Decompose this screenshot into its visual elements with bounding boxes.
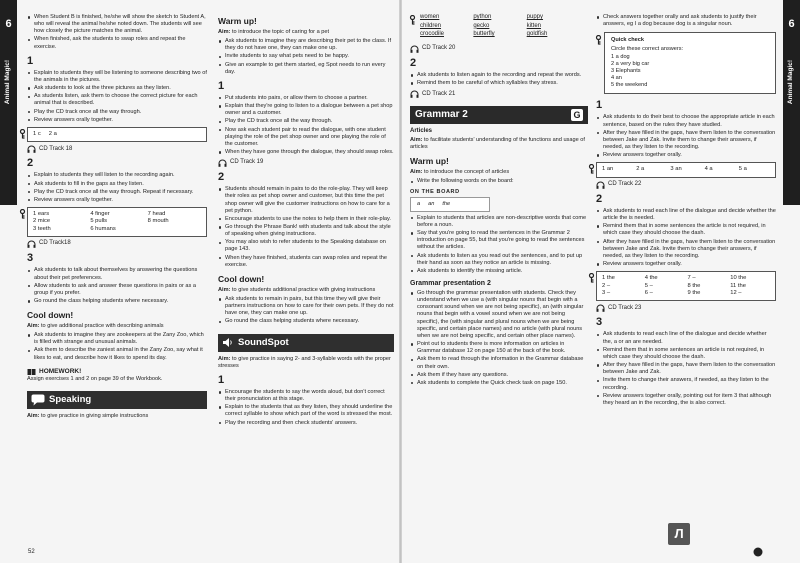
list-item: Ask them if they have any questions. bbox=[410, 372, 588, 379]
board-word: a bbox=[417, 200, 421, 207]
intro-list bbox=[596, 14, 776, 28]
list-item: As students listen, ask them to choose the correct picture for each animal that is described. bbox=[27, 93, 207, 107]
speaking-title: Speaking bbox=[49, 394, 92, 406]
list-item: When they have finished, students can swap roles and repeat the exercise. bbox=[218, 255, 394, 269]
answer-item: 5 – bbox=[644, 282, 653, 289]
warm-up-list bbox=[218, 38, 394, 76]
exercise-number: 3 bbox=[596, 316, 603, 329]
list-item: Review answers together orally, pointing out for item 3 that although they heard an in the recording, the is also correct. bbox=[596, 393, 776, 407]
unit-tab-right bbox=[783, 0, 800, 205]
headphones-icon bbox=[27, 240, 36, 248]
list-item: Ask students to talk about themselves by answering the questions about their pet preferences. bbox=[27, 267, 207, 281]
list-item: Give an example to get them started, eg Spot needs to run every day. bbox=[218, 62, 394, 76]
articles-heading: Articles bbox=[410, 128, 433, 135]
list-item: Invite students to say what pets need to be happy. bbox=[218, 53, 394, 60]
word: gecko bbox=[473, 22, 490, 29]
aim-text bbox=[27, 323, 207, 330]
word: puppy bbox=[526, 14, 544, 20]
aim-body: to give students additional practice with giving instructions bbox=[232, 286, 376, 293]
soundspot-title: SoundSpot bbox=[238, 336, 289, 348]
answer-item: 1 ears bbox=[33, 211, 50, 218]
word: crocodile bbox=[420, 31, 445, 38]
cd-track bbox=[410, 45, 588, 53]
list-item: Ask students to listen as you read out the sentences, and to put up their hand as soon as they notice an article is missing. bbox=[410, 253, 588, 267]
unit-title: Animal Magic! bbox=[787, 60, 794, 105]
column-3 bbox=[410, 14, 588, 390]
section-heading: Warm up! bbox=[218, 16, 257, 26]
exercise-number: 1 bbox=[596, 99, 603, 112]
list-item: Play the CD track once all the way through. bbox=[27, 109, 207, 116]
articles-list bbox=[410, 215, 588, 275]
list-item: Remind them to be careful of which syllables they stress. bbox=[410, 80, 588, 87]
soundspot-list bbox=[218, 389, 394, 427]
key-icon bbox=[588, 273, 595, 283]
exercise-2-list bbox=[596, 208, 776, 268]
list-item: Review answers together orally. bbox=[596, 152, 776, 159]
speech-bubble-icon bbox=[31, 394, 45, 406]
answer-item: 4 finger bbox=[90, 211, 110, 218]
exercise-number: 1 bbox=[218, 79, 225, 92]
list-item: Ask students to identify the missing article. bbox=[410, 268, 588, 275]
exercise-3-list bbox=[596, 331, 776, 407]
list-item: Ask students to read each line of the dialogue and decide whether the, a or an are needed. bbox=[596, 331, 776, 345]
grammar-presentation-heading: Grammar presentation 2 bbox=[410, 280, 491, 288]
answer-item: 8 mouth bbox=[147, 218, 169, 225]
unit-number: 6 bbox=[788, 18, 795, 30]
quick-check-item: 2 a very big car bbox=[611, 60, 650, 67]
list-item: Play the recording and then check students' answers. bbox=[218, 420, 394, 427]
cd-track bbox=[218, 159, 394, 167]
quick-check-item: 1 a dog bbox=[611, 53, 630, 60]
list-item: Explain to the students that as they listen, they should underline the correct syllable to show which part of the word is stressed the most. bbox=[218, 404, 394, 418]
list-item: Write the following words on the board: bbox=[410, 178, 588, 185]
column-1 bbox=[27, 14, 207, 422]
answer-item: 1 the bbox=[602, 275, 615, 282]
answer-key-box bbox=[27, 207, 207, 237]
quick-check-item: 3 Elephants bbox=[611, 67, 641, 74]
answer-item: 11 the bbox=[730, 282, 746, 289]
word: children bbox=[420, 22, 442, 29]
list-item: After they have filled in the gaps, have them listen to the conversation between Jake and Zak. Invite them to change their answers, if needed, as they listen to the recording. bbox=[596, 239, 776, 260]
cool-down-list bbox=[27, 332, 207, 362]
exercise-2-list bbox=[410, 72, 588, 87]
aim-text bbox=[27, 413, 207, 420]
answer-key-box bbox=[596, 162, 776, 177]
aim-label: Aim: bbox=[27, 323, 40, 330]
list-item: Ask students to complete the Quick check task on page 150. bbox=[410, 380, 588, 387]
list-item: Go through the Phrase Bank! with students and talk about the style of speaking when giving instructions. bbox=[218, 224, 394, 238]
answer-item: 4 a bbox=[704, 166, 713, 173]
exercise-number: 2 bbox=[218, 171, 225, 184]
headphones-icon bbox=[410, 90, 419, 98]
word: butterfly bbox=[473, 31, 495, 38]
list-item: After they have filled in the gaps, have them listen to the conversation between Jake and Zak. Invite them to change their answers, if needed, as they listen to the recording. bbox=[596, 130, 776, 151]
list-item: Point out to students there is more information on articles in Grammar database 12 on page 150 at the back of the book. bbox=[410, 341, 588, 355]
aim-label: Aim: bbox=[218, 286, 231, 293]
list-item: Encourage students to use the notes to help them in their role-play. bbox=[218, 216, 394, 223]
list-item: Allow students to ask and answer these questions in pairs or as a group if you prefer. bbox=[27, 283, 207, 297]
section-heading: Warm up! bbox=[410, 156, 449, 167]
watermark-logo: Л bbox=[668, 523, 690, 545]
answer-item: 9 the bbox=[687, 289, 701, 296]
answer-item: 10 the bbox=[730, 275, 747, 282]
warm-up-list bbox=[410, 178, 588, 185]
list-item: Ask them to read through the information in the Grammar database on their own. bbox=[410, 356, 588, 370]
answer-item: 12 – bbox=[730, 289, 742, 296]
cool-down-list bbox=[218, 296, 394, 326]
quick-check-box bbox=[604, 32, 776, 94]
soundspot-banner bbox=[218, 334, 394, 352]
aim-body: to introduce the concept of articles bbox=[424, 169, 510, 176]
answer-item: 1 an bbox=[602, 166, 614, 173]
list-item: Ask them to describe the zaniest animal in the Zany Zoo, say what it likes to eat, and describe how it likes to spend its day. bbox=[27, 347, 207, 361]
cd-track bbox=[410, 90, 588, 98]
exercise-2-list bbox=[218, 186, 394, 269]
list-item: Go round the class helping students where necessary. bbox=[218, 318, 394, 325]
aim-text bbox=[410, 169, 588, 176]
answer-item: 8 the bbox=[687, 282, 701, 289]
aim-text bbox=[218, 29, 394, 36]
unit-tab-left bbox=[0, 0, 17, 205]
word: kitten bbox=[526, 22, 541, 29]
answer-item: 2 a bbox=[48, 130, 57, 137]
exercise-number: 1 bbox=[218, 373, 225, 386]
homework-label: HOMEWORK! bbox=[39, 367, 82, 375]
track-label: CD Track 18 bbox=[39, 145, 73, 152]
word: goldfish bbox=[526, 31, 548, 38]
answer-item: 6 humans bbox=[90, 225, 116, 232]
list-item: Ask students to fill in the gaps as they listen. bbox=[27, 181, 207, 188]
answer-item: 2 a bbox=[636, 166, 645, 173]
list-item: Explain that they're going to listen to a dialogue between a pet shop owner and a customer. bbox=[218, 103, 394, 117]
answer-item: 7 – bbox=[687, 275, 696, 282]
aim-label: Aim: bbox=[410, 137, 423, 144]
exercise-number: 2 bbox=[596, 192, 603, 205]
unit-title: Animal Magic! bbox=[4, 60, 11, 105]
headphones-icon bbox=[596, 304, 605, 312]
list-item: Remind them that in some sentences an article is not required, in which case they should choose the dash. bbox=[596, 347, 776, 361]
list-item: Students should remain in pairs to do the role-play. They will keep their roles as pet shop owner and customer, but this time the pet shop owner will give the customer instructions on how to care for a pet python. bbox=[218, 186, 394, 215]
exercise-number: 2 bbox=[410, 57, 417, 70]
exercise-2-list bbox=[27, 172, 207, 204]
board-word: an bbox=[428, 200, 435, 207]
speaker-icon bbox=[222, 337, 234, 348]
board-label: ON THE BOARD bbox=[410, 188, 460, 195]
answer-item: 7 head bbox=[147, 211, 166, 218]
exercise-1-list bbox=[218, 95, 394, 156]
aim-body: to facilitate students' understanding of the functions and usage of articles bbox=[410, 137, 585, 151]
list-item: Check answers together orally and ask students to justify their answers, eg I a dog because dog is a singular noun. bbox=[596, 14, 776, 28]
track-label: CD Track 23 bbox=[608, 304, 642, 311]
list-item: Ask students to look at the three pictures as they listen. bbox=[27, 85, 207, 92]
list-item: You may also wish to refer students to the Speaking database on page 143. bbox=[218, 239, 394, 253]
column-4 bbox=[596, 14, 776, 410]
homework-heading bbox=[27, 368, 207, 376]
aim-label: Aim: bbox=[27, 413, 40, 420]
quick-check-item: 4 an bbox=[611, 75, 622, 82]
exercise-1-list bbox=[27, 70, 207, 124]
answer-item: 5 pulls bbox=[90, 218, 108, 225]
list-item: Explain to students they will be listening to someone describing two of the animals in the pictures. bbox=[27, 70, 207, 84]
list-item: Play the CD track once all the way through. Repeat if necessary. bbox=[27, 189, 207, 196]
list-item: Say that you're going to read the sentences in the Grammar 2 introduction on page 55, but that you're going to read the sentences without the articles. bbox=[410, 230, 588, 251]
homework-icon bbox=[27, 368, 36, 376]
quick-check-title: Quick check bbox=[611, 37, 644, 44]
aim-body: to give additional practice with describing animals bbox=[41, 323, 164, 330]
exercise-number: 3 bbox=[27, 252, 34, 265]
track-label: CD Track 20 bbox=[422, 45, 456, 52]
grammar-icon: G bbox=[571, 109, 583, 121]
intro-list bbox=[27, 14, 207, 51]
list-item: Explain to students they will listen to the recording again. bbox=[27, 172, 207, 179]
track-label: CD Track18 bbox=[39, 240, 71, 247]
list-item: After they have filled in the gaps, have them listen to the conversation between Jake and Zak. bbox=[596, 362, 776, 376]
list-item: Play the CD track once all the way through. bbox=[218, 118, 394, 125]
exercise-number: 2 bbox=[27, 157, 34, 170]
section-heading: Cool down! bbox=[27, 310, 74, 321]
aim-label: Aim: bbox=[218, 28, 231, 35]
list-item: Review answers together orally. bbox=[596, 261, 776, 268]
headphones-icon bbox=[410, 45, 419, 53]
cd-track bbox=[596, 304, 776, 312]
grammar-banner bbox=[410, 106, 588, 124]
answer-item: 3 an bbox=[670, 166, 682, 173]
cd-track bbox=[27, 240, 207, 248]
headphones-icon bbox=[27, 145, 36, 153]
key-icon bbox=[595, 35, 602, 45]
track-label: CD Track 22 bbox=[608, 180, 642, 187]
answer-item: 1 c bbox=[33, 130, 41, 137]
list-item: When Student B is finished, he/she will show the sketch to Student A, who will reveal the animal he/she noted down. The students will see how closely the picture matches the animal. bbox=[27, 14, 207, 35]
aim-text bbox=[218, 356, 394, 370]
aim-body: to give practice in saying 2- and 3-syllable words with the proper stresses bbox=[218, 355, 391, 369]
page-number: 52 bbox=[28, 549, 35, 556]
list-item: Go through the grammar presentation with students. Check they understand when we use a (with singular nouns that begin with a consonant sound when we are not being specific), an (with singular nouns that begin with a vowel sound when we are not being specific), the (with singular and plural nouns when we are being specific, and certain place names) and no article (with plural nouns when we are not being specific, and certain other place names). bbox=[410, 290, 588, 340]
list-item: Ask students to read each line of the dialogue and decide whether the article the is needed. bbox=[596, 208, 776, 222]
board-box bbox=[410, 197, 490, 212]
track-label: CD Track 19 bbox=[230, 159, 264, 166]
list-item: Encourage the students to say the words aloud, but don't correct their pronunciation at this stage. bbox=[218, 389, 394, 403]
cd-track bbox=[27, 145, 207, 153]
stress-words bbox=[420, 14, 570, 39]
aim-text bbox=[410, 137, 588, 151]
list-item: Review answers orally together. bbox=[27, 117, 207, 124]
key-icon bbox=[19, 129, 26, 139]
unit-number: 6 bbox=[5, 18, 12, 30]
quick-check-item: 5 the weekend bbox=[611, 82, 648, 89]
list-item: When finished, ask the students to swap roles and repeat the exercise. bbox=[27, 36, 207, 50]
section-heading: Cool down! bbox=[218, 273, 265, 284]
grammar-presentation-list bbox=[410, 290, 588, 387]
exercise-3-list bbox=[27, 267, 207, 305]
exercise-number: 1 bbox=[27, 54, 34, 67]
aim-body: to give practice in giving simple instructions bbox=[41, 413, 149, 420]
key-icon bbox=[588, 164, 595, 174]
list-item: Invite them to change their answers, if needed, as they listen to the recording. bbox=[596, 377, 776, 391]
list-item: Ask students to do their best to choose the appropriate article in each sentence, based on the rules they have studied. bbox=[596, 114, 776, 128]
key-icon bbox=[409, 15, 416, 25]
key-icon bbox=[19, 209, 26, 219]
word: women bbox=[420, 14, 440, 20]
answer-item: 2 – bbox=[602, 282, 611, 289]
list-item: Ask students to remain in pairs, but this time they will give their partners instructions on how to care for their own pets. If they do not have one, they can make one up. bbox=[218, 296, 394, 317]
list-item: Put students into pairs, or allow them to choose a partner. bbox=[218, 95, 394, 102]
list-item: Remind them that in some sentences the article is not required, in which case they should choose the dash. bbox=[596, 223, 776, 237]
headphones-icon bbox=[596, 181, 605, 189]
page-corner-icon bbox=[752, 547, 764, 557]
answer-key-box bbox=[596, 271, 776, 301]
list-item: When they have gone through the dialogue, they should swap roles. bbox=[218, 149, 394, 156]
column-2 bbox=[218, 14, 394, 430]
aim-body: to introduce the topic of caring for a pet bbox=[232, 28, 330, 35]
answer-item: 4 the bbox=[644, 275, 658, 282]
answer-key-box bbox=[27, 127, 207, 142]
speaking-banner bbox=[27, 391, 207, 409]
list-item: Ask students to imagine they are zookeepers at the Zany Zoo, which is filled with strange and unusual animals. bbox=[27, 332, 207, 346]
list-item: Now ask each student pair to read the dialogue, with one student playing the role of the pet shop owner and one playing the role of the customer. bbox=[218, 127, 394, 148]
answer-item: 3 teeth bbox=[33, 225, 51, 232]
quick-check-instructions: Circle these correct answers: bbox=[611, 46, 684, 53]
list-item: Review answers orally together. bbox=[27, 197, 207, 204]
answer-item: 2 mice bbox=[33, 218, 51, 225]
word: python bbox=[473, 14, 492, 20]
aim-text bbox=[218, 287, 394, 294]
aim-label: Aim: bbox=[218, 355, 231, 362]
board-word: the bbox=[442, 200, 451, 207]
aim-label: Aim: bbox=[410, 169, 423, 176]
cd-track bbox=[596, 181, 776, 189]
list-item: Explain to students that articles are non-descriptive words that come before a noun. bbox=[410, 215, 588, 229]
homework-text: Assign exercises 1 and 2 on page 39 of the Workbook. bbox=[27, 376, 163, 383]
answer-item: 3 – bbox=[602, 289, 611, 296]
track-label: CD Track 21 bbox=[422, 90, 456, 97]
answer-item: 6 – bbox=[644, 289, 653, 296]
list-item: Ask students to imagine they are describing their pet to the class. If they do not have one, they can make one up. bbox=[218, 38, 394, 52]
headphones-icon bbox=[218, 159, 227, 167]
list-item: Go round the class helping students where necessary. bbox=[27, 298, 207, 305]
page-gutter bbox=[399, 0, 402, 563]
grammar-title: Grammar 2 bbox=[415, 109, 468, 121]
answer-item: 5 a bbox=[738, 166, 747, 173]
list-item: Ask students to listen again to the recording and repeat the words. bbox=[410, 72, 588, 79]
exercise-1-list bbox=[596, 114, 776, 159]
